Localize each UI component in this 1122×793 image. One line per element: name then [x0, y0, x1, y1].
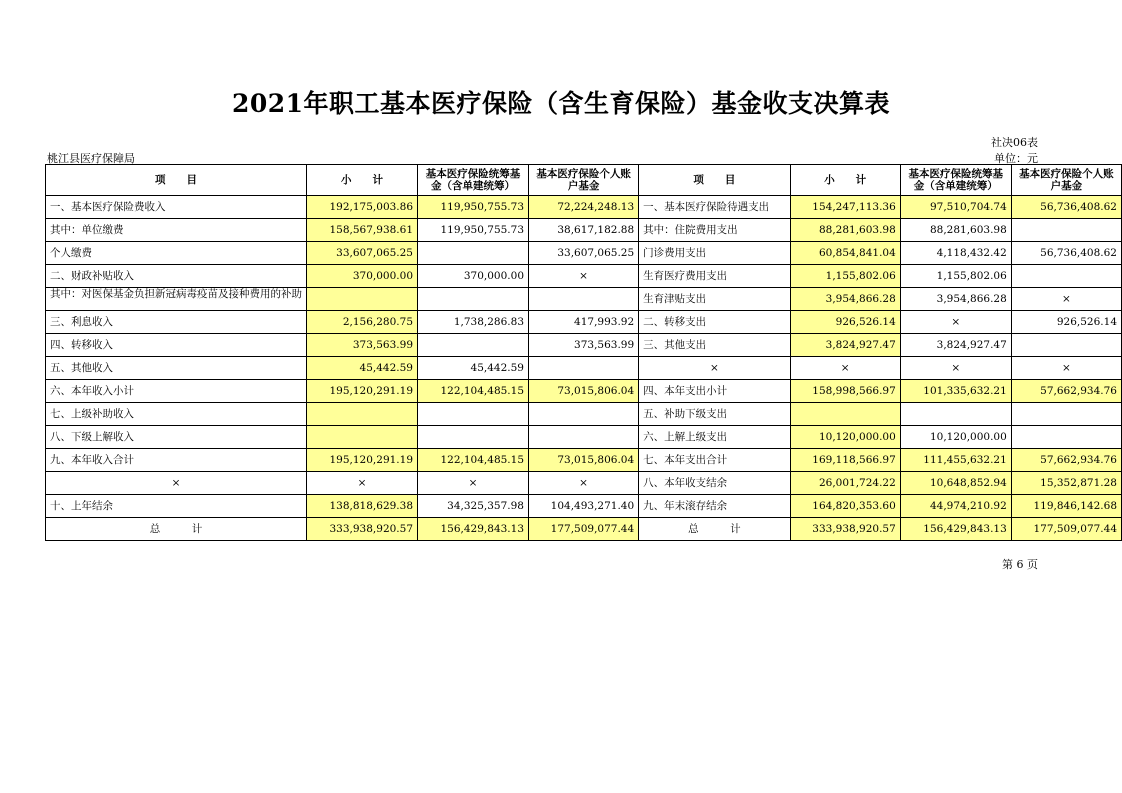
cell: 3,824,927.47 [900, 334, 1011, 357]
cell [1011, 334, 1121, 357]
cell: 33,607,065.25 [307, 242, 418, 265]
cell [529, 403, 639, 426]
table-header-row [46, 165, 1122, 196]
expense-item: 二、转移支出 [639, 311, 790, 334]
cell: 3,954,866.28 [900, 288, 1011, 311]
cell: × [529, 265, 639, 288]
header-item: 项 目 [639, 165, 790, 196]
cell: 33,607,065.25 [529, 242, 639, 265]
cell: 3,824,927.47 [790, 334, 900, 357]
cell: 88,281,603.98 [900, 219, 1011, 242]
expense-item: 生育医疗费用支出 [639, 265, 790, 288]
cell: 370,000.00 [307, 265, 418, 288]
cell: 119,950,755.73 [418, 219, 529, 242]
cell: × [307, 472, 418, 495]
header-personal-fund: 基本医疗保险个人账户基金 [529, 165, 639, 196]
income-item: 八、下级上解收入 [46, 426, 307, 449]
cell [900, 403, 1011, 426]
income-item: × [46, 472, 307, 495]
cell: 4,118,432.42 [900, 242, 1011, 265]
cell: 97,510,704.74 [900, 196, 1011, 219]
cell: × [1011, 357, 1121, 380]
cell: 156,429,843.13 [418, 518, 529, 541]
cell: 1,155,802.06 [790, 265, 900, 288]
cell: 1,738,286.83 [418, 311, 529, 334]
income-item: 五、其他收入 [46, 357, 307, 380]
header-pooling-fund: 基本医疗保险统筹基金（含单建统筹） [418, 165, 529, 196]
cell: 104,493,271.40 [529, 495, 639, 518]
cell: 45,442.59 [307, 357, 418, 380]
table-row [46, 426, 1122, 449]
cell: 192,175,003.86 [307, 196, 418, 219]
cell: 195,120,291.19 [307, 380, 418, 403]
cell: 15,352,871.28 [1011, 472, 1121, 495]
table-row [46, 219, 1122, 242]
table-row [46, 334, 1122, 357]
cell: 10,120,000.00 [900, 426, 1011, 449]
table-row [46, 357, 1122, 380]
expense-item: 九、年末滚存结余 [639, 495, 790, 518]
cell: × [1011, 288, 1121, 311]
cell [529, 426, 639, 449]
cell: 195,120,291.19 [307, 449, 418, 472]
expense-total-label: 总 计 [639, 518, 790, 541]
cell: 56,736,408.62 [1011, 196, 1121, 219]
cell: 101,335,632.21 [900, 380, 1011, 403]
page-number: 第 6 页 [1002, 558, 1038, 571]
cell: 177,509,077.44 [529, 518, 639, 541]
table-row [46, 265, 1122, 288]
cell: 158,567,938.61 [307, 219, 418, 242]
cell: × [529, 472, 639, 495]
cell [418, 403, 529, 426]
cell: 10,648,852.94 [900, 472, 1011, 495]
cell: 111,455,632.21 [900, 449, 1011, 472]
header-subtotal: 小 计 [790, 165, 900, 196]
cell [307, 403, 418, 426]
table-row [46, 242, 1122, 265]
cell: 169,118,566.97 [790, 449, 900, 472]
cell [418, 426, 529, 449]
cell [529, 288, 639, 311]
income-item: 个人缴费 [46, 242, 307, 265]
income-item: 四、转移收入 [46, 334, 307, 357]
cell: 370,000.00 [418, 265, 529, 288]
header-personal-fund: 基本医疗保险个人账户基金 [1011, 165, 1121, 196]
cell: 88,281,603.98 [790, 219, 900, 242]
expense-item: × [639, 357, 790, 380]
cell [1011, 219, 1121, 242]
total-row [46, 518, 1122, 541]
header-pooling-fund: 基本医疗保险统筹基金（含单建统筹） [900, 165, 1011, 196]
income-item: 二、财政补贴收入 [46, 265, 307, 288]
cell: 10,120,000.00 [790, 426, 900, 449]
expense-item: 生育津贴支出 [639, 288, 790, 311]
expense-item: 门诊费用支出 [639, 242, 790, 265]
table-row [46, 403, 1122, 426]
table-row [46, 196, 1122, 219]
cell [418, 288, 529, 311]
cell [790, 403, 900, 426]
expense-item: 五、补助下级支出 [639, 403, 790, 426]
table-row [46, 380, 1122, 403]
cell: × [900, 357, 1011, 380]
cell: 57,662,934.76 [1011, 380, 1121, 403]
cell: 72,224,248.13 [529, 196, 639, 219]
cell: 3,954,866.28 [790, 288, 900, 311]
cell: 119,950,755.73 [418, 196, 529, 219]
income-total-label: 总 计 [46, 518, 307, 541]
income-item: 九、本年收入合计 [46, 449, 307, 472]
cell: 373,563.99 [529, 334, 639, 357]
cell: × [790, 357, 900, 380]
expense-item: 八、本年收支结余 [639, 472, 790, 495]
header-item: 项 目 [46, 165, 307, 196]
cell [1011, 403, 1121, 426]
expense-item: 七、本年支出合计 [639, 449, 790, 472]
table-row [46, 472, 1122, 495]
cell: 122,104,485.15 [418, 380, 529, 403]
cell: 2,156,280.75 [307, 311, 418, 334]
table-row [46, 495, 1122, 518]
income-item: 三、利息收入 [46, 311, 307, 334]
form-number: 社决06表 [991, 136, 1038, 149]
expense-item: 四、本年支出小计 [639, 380, 790, 403]
cell: 373,563.99 [307, 334, 418, 357]
cell: 926,526.14 [790, 311, 900, 334]
expense-item: 三、其他支出 [639, 334, 790, 357]
cell: 158,998,566.97 [790, 380, 900, 403]
cell: 164,820,353.60 [790, 495, 900, 518]
cell: 156,429,843.13 [900, 518, 1011, 541]
cell: 417,993.92 [529, 311, 639, 334]
cell: 45,442.59 [418, 357, 529, 380]
cell: 73,015,806.04 [529, 449, 639, 472]
cell: 926,526.14 [1011, 311, 1121, 334]
cell: 56,736,408.62 [1011, 242, 1121, 265]
cell [1011, 426, 1121, 449]
cell: 34,325,357.98 [418, 495, 529, 518]
cell [307, 426, 418, 449]
income-item: 一、基本医疗保险费收入 [46, 196, 307, 219]
table-row [46, 449, 1122, 472]
expense-item: 其中：住院费用支出 [639, 219, 790, 242]
cell: 122,104,485.15 [418, 449, 529, 472]
page-title: 2021年职工基本医疗保险（含生育保险）基金收支决算表 [231, 89, 891, 118]
cell [529, 357, 639, 380]
table-row [46, 311, 1122, 334]
cell: 57,662,934.76 [1011, 449, 1121, 472]
income-item: 其中：对医保基金负担新冠病毒疫苗及接种费用的补助 [46, 288, 307, 311]
cell: 73,015,806.04 [529, 380, 639, 403]
fund-table [45, 164, 1122, 541]
cell: 1,155,802.06 [900, 265, 1011, 288]
cell: 60,854,841.04 [790, 242, 900, 265]
cell: 333,938,920.57 [790, 518, 900, 541]
table-row [46, 288, 1122, 311]
income-item: 六、本年收入小计 [46, 380, 307, 403]
cell: 38,617,182.88 [529, 219, 639, 242]
cell: × [418, 472, 529, 495]
cell: 26,001,724.22 [790, 472, 900, 495]
cell: 154,247,113.36 [790, 196, 900, 219]
organization-name: 桃江县医疗保障局 [47, 152, 135, 165]
cell: × [900, 311, 1011, 334]
cell [1011, 265, 1121, 288]
income-item: 十、上年结余 [46, 495, 307, 518]
income-item: 其中：单位缴费 [46, 219, 307, 242]
cell: 138,818,629.38 [307, 495, 418, 518]
income-item: 七、上级补助收入 [46, 403, 307, 426]
cell [307, 288, 418, 311]
expense-item: 一、基本医疗保险待遇支出 [639, 196, 790, 219]
cell [418, 334, 529, 357]
cell: 44,974,210.92 [900, 495, 1011, 518]
cell: 177,509,077.44 [1011, 518, 1121, 541]
cell [418, 242, 529, 265]
header-subtotal: 小 计 [307, 165, 418, 196]
currency-unit: 单位：元 [994, 152, 1038, 165]
expense-item: 六、上解上级支出 [639, 426, 790, 449]
cell: 333,938,920.57 [307, 518, 418, 541]
cell: 119,846,142.68 [1011, 495, 1121, 518]
